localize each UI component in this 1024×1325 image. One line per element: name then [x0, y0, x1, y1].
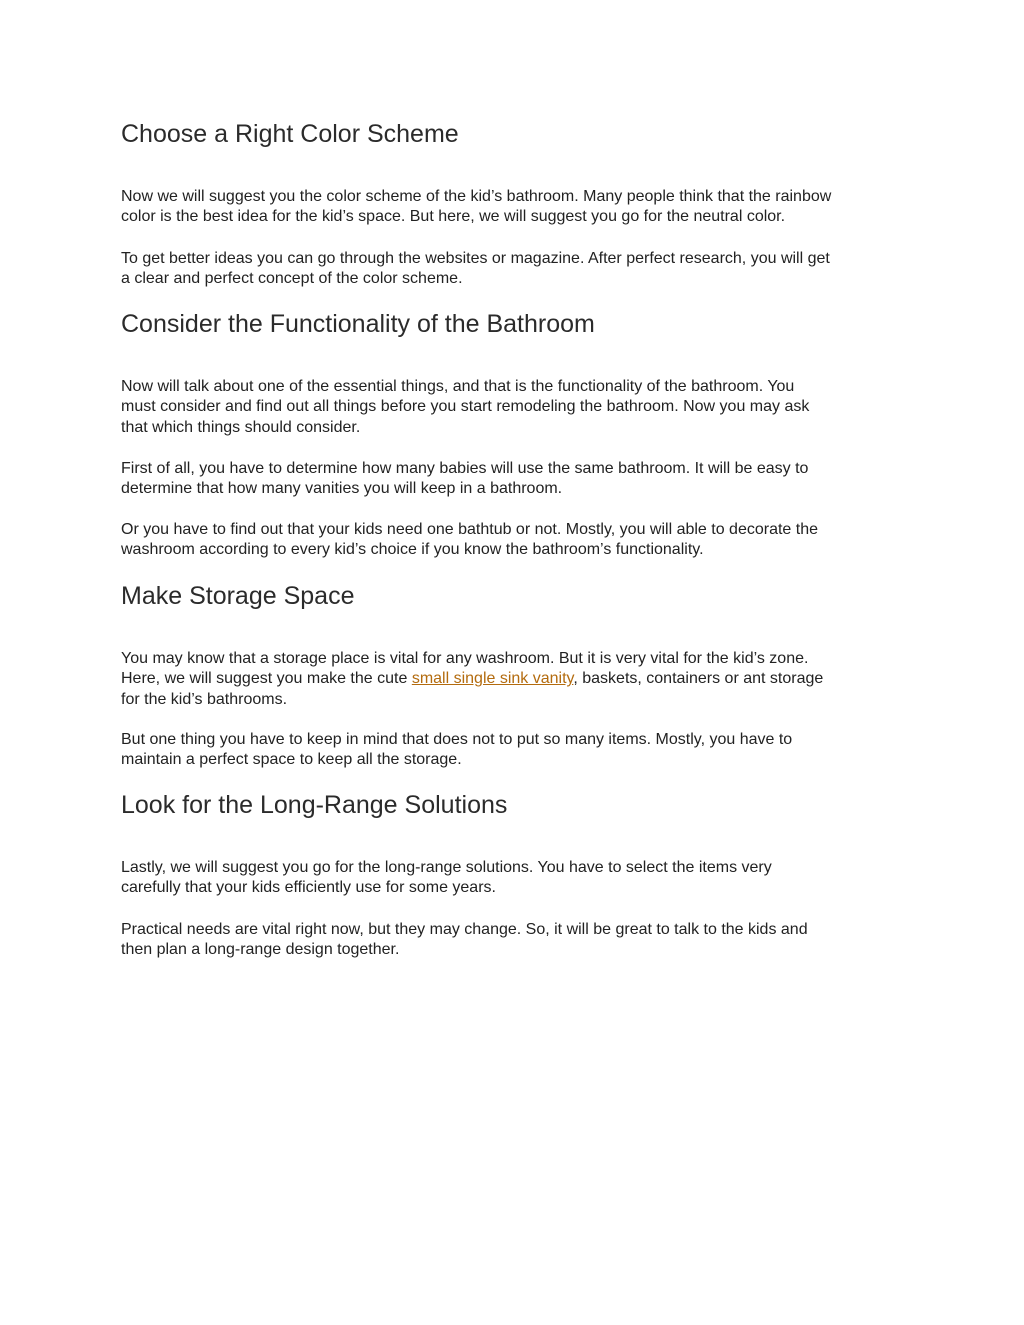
paragraph-functionality-3 [121, 520, 911, 561]
text-line: determine that how many vanities you will keep in a bathroom. [121, 480, 563, 498]
text-line: then plan a long-range design together. [121, 941, 400, 959]
text-line: Now will talk about one of the essential things, and that is the functionality of the bathroom. You [121, 378, 795, 395]
text-line: Practical needs are vital right now, but they may change. So, it will be great to talk to the kids and [121, 921, 808, 938]
text-line: for the kid’s bathrooms. [121, 690, 288, 708]
paragraph-long-range-1 [121, 858, 911, 899]
text-line: a clear and perfect concept of the color scheme. [121, 270, 463, 288]
paragraph-functionality-2 [121, 459, 911, 500]
paragraph-functionality-1 [121, 377, 911, 438]
paragraph-long-range-2 [121, 920, 911, 961]
text-line: carefully that your kids efficiently use for some years. [121, 879, 496, 897]
text-line: must consider and find out all things before you start remodeling the bathroom. Now you may ask [121, 398, 810, 416]
paragraph-storage-2 [121, 730, 911, 771]
section-heading-functionality: Consider the Functionality of the Bathroom [121, 310, 595, 338]
text-line: washroom according to every kid’s choice if you know the bathroom’s functionality. [121, 541, 704, 559]
text-line: Lastly, we will suggest you go for the long-range solutions. You have to select the items very [121, 859, 772, 876]
text-line: First of all, you have to determine how many babies will use the same bathroom. It will be easy to [121, 460, 809, 477]
text-line: To get better ideas you can go through the websites or magazine. After perfect research, you will get [121, 250, 830, 267]
text-segment: Here, we will suggest you make the cute [121, 670, 412, 688]
paragraph-color-scheme-1 [121, 187, 911, 228]
text-line: that which things should consider. [121, 418, 361, 436]
text-line-with-link [121, 669, 911, 689]
text-line: Or you have to find out that your kids need one bathtub or not. Mostly, you will able to decorate the [121, 521, 819, 538]
text-line: But one thing you have to keep in mind that does not to put so many items. Mostly, you have to [121, 731, 793, 748]
text-line: You may know that a storage place is vital for any washroom. But it is very vital for the kid’s zone. [121, 650, 809, 667]
small-single-sink-vanity-link[interactable]: small single sink vanity [411, 670, 574, 688]
text-segment: , baskets, containers or ant storage [573, 670, 824, 688]
section-heading-color-scheme: Choose a Right Color Scheme [121, 120, 459, 148]
text-line: Now we will suggest you the color scheme of the kid’s bathroom. Many people think that the rainbow [121, 188, 832, 205]
section-heading-storage: Make Storage Space [121, 582, 355, 610]
text-line: maintain a perfect space to keep all the storage. [121, 751, 462, 769]
text-line: color is the best idea for the kid’s space. But here, we will suggest you go for the neutral color. [121, 208, 786, 226]
paragraph-storage-1 [121, 649, 911, 710]
paragraph-color-scheme-2 [121, 249, 911, 290]
section-heading-long-range: Look for the Long-Range Solutions [121, 791, 508, 819]
